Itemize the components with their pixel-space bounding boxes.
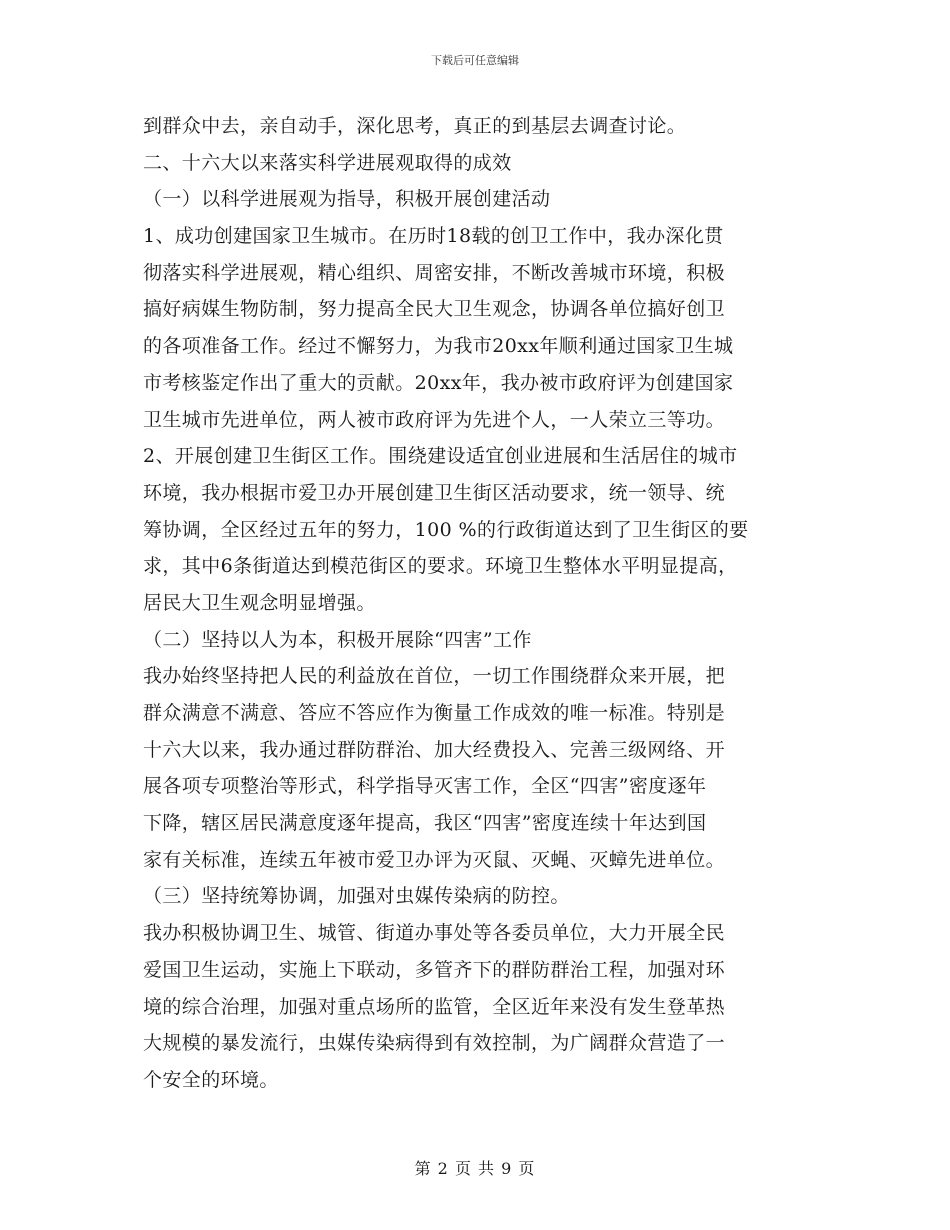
text-line: 家有关标准，连续五年被市爱卫办评为灭鼠、灭蝇、灭蟑先进单位。: [143, 848, 726, 871]
text-line: 群众满意不满意、答应不答应作为衡量工作成效的唯一标准。特别是: [143, 702, 726, 724]
text-line: 搞好病媒生物防制，努力提高全民大卫生观念，协调各单位搞好创卫: [143, 298, 726, 321]
text-line: 市考核鉴定作出了重大的贡献。20xx年，我办被市政府评为创建国家: [143, 371, 734, 394]
text-line: 居民大卫生观念明显增强。: [143, 591, 376, 614]
text-line: 环境，我办根据市爱卫办开展创建卫生街区活动要求，统一领导、统: [143, 481, 726, 504]
text-line: 的各项准备工作。经过不懈努力，为我市20xx年顺利通过国家卫生城: [143, 335, 734, 358]
text-line: 卫生城市先进单位，两人被市政府评为先进个人，一人荣立三等功。: [143, 408, 726, 431]
text-line: 十六大以来，我办通过群防群治、加大经费投入、完善三级网络、开: [143, 738, 726, 761]
page-header: 下载后可任意编辑: [431, 54, 519, 67]
document-body: [143, 108, 808, 1099]
text-line: 下降，辖区居民满意度逐年提高，我区“四害”密度连续十年达到国: [143, 812, 707, 835]
section-heading: 二、十六大以来落实科学进展观取得的成效: [143, 151, 512, 174]
text-line: 爱国卫生运动，实施上下联动，多管齐下的群防群治工程，加强对环: [143, 958, 726, 981]
text-line: 展各项专项整治等形式，科学指导灭害工作，全区“四害”密度逐年: [143, 775, 707, 798]
text-line: 个安全的环境。: [143, 1068, 279, 1091]
text-line: 我办始终坚持把人民的利益放在首位，一切工作围绕群众来开展，把: [143, 665, 726, 688]
subsection-heading: （二）坚持以人为本，积极开展除“四害”工作: [143, 628, 532, 651]
text-line: 筹协调，全区经过五年的努力，100 %的行政街道达到了卫生街区的要: [143, 518, 749, 541]
text-line: 我办积极协调卫生、城管、街道办事处等各委员单位，大力开展全民: [143, 922, 726, 945]
text-line: 2、开展创建卫生街区工作。围绕建设适宜创业进展和生活居住的城市: [143, 445, 738, 468]
text-line: 大规模的暴发流行，虫媒传染病得到有效控制，为广阔群众营造了一: [143, 1032, 726, 1055]
text-line: 彻落实科学进展观，精心组织、周密安排，不断改善城市环境，积极: [143, 261, 726, 284]
subsection-heading: （三）坚持统筹协调，加强对虫媒传染病的防控。: [143, 885, 570, 908]
subsection-heading: （一）以科学进展观为指导，积极开展创建活动: [143, 188, 551, 211]
text-line: 求，其中6条街道达到模范街区的要求。环境卫生整体水平明显提高，: [143, 555, 738, 578]
text-line: 境的综合治理，加强对重点场所的监管，全区近年来没有发生登革热: [143, 995, 726, 1018]
page-number: 第 2 页 共 9 页: [414, 1159, 536, 1178]
text-line: 1、成功创建国家卫生城市。在历时18载的创卫工作中，我办深化贯: [143, 225, 724, 248]
text-line: 到群众中去，亲自动手，深化思考，真正的到基层去调查讨论。: [143, 115, 687, 137]
